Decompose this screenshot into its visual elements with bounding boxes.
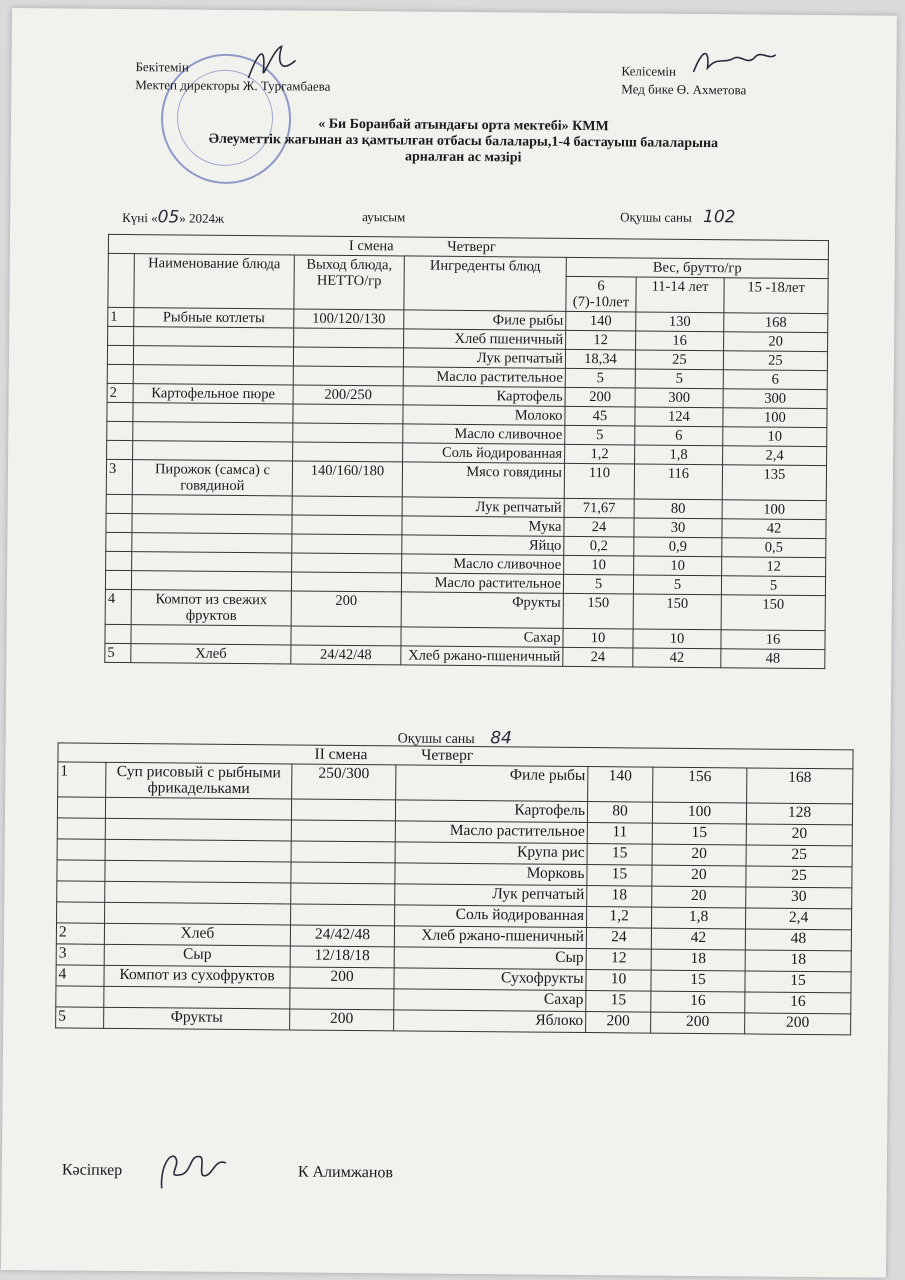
- dish-output: [292, 515, 402, 535]
- weight-age-15-18: 2,4: [745, 908, 851, 930]
- dish-output: 200: [290, 1009, 394, 1031]
- weight-age-15-18: 20: [746, 824, 852, 846]
- dish-output: 24/42/48: [290, 925, 394, 947]
- ingredient-name: Масло растительное: [395, 821, 587, 844]
- row-number: [107, 440, 133, 459]
- weight-age-6-10: 18,34: [565, 349, 635, 369]
- ingredient-name: Молоко: [403, 405, 565, 425]
- dish-output: 12/18/18: [290, 946, 394, 968]
- dish-output: [294, 328, 404, 348]
- dish-output: [292, 496, 402, 516]
- weight-age-15-18: 48: [721, 649, 825, 669]
- weight-age-6-10: 10: [563, 628, 633, 648]
- row-number: [57, 839, 105, 860]
- header-age-11-14: 11-14 лет: [636, 277, 724, 313]
- weight-age-6-10: 5: [563, 574, 633, 594]
- weight-age-11-14: 42: [633, 648, 721, 668]
- weight-age-6-10: 18: [587, 886, 652, 908]
- weight-age-15-18: 10: [723, 427, 827, 447]
- weight-age-15-18: 150: [721, 595, 825, 631]
- dish-output: [293, 347, 403, 367]
- weight-age-15-18: 135: [722, 465, 826, 501]
- weight-age-6-10: 200: [565, 387, 635, 407]
- weight-age-15-18: 15: [745, 971, 851, 993]
- ingredient-name: Лук репчатый: [395, 884, 587, 907]
- dish-name: [133, 365, 293, 385]
- ingredient-name: Хлеб ржано-пшеничный: [394, 926, 586, 949]
- students-count: [620, 206, 735, 227]
- menu-table-shift-1: [104, 234, 829, 669]
- shift-2-name: II смена: [314, 745, 368, 764]
- weight-age-11-14: 130: [636, 312, 724, 332]
- second-students-label: Оқушы саны: [397, 731, 475, 748]
- ingredient-name: Лук репчатый: [402, 497, 564, 517]
- dish-output: [290, 988, 394, 1010]
- ingredient-name: Масло сливочное: [402, 554, 564, 574]
- weight-age-15-18: 300: [723, 389, 827, 409]
- row-number: [107, 402, 133, 421]
- weekday: Четверг: [447, 238, 496, 256]
- day-value: 05: [157, 207, 180, 228]
- weight-age-6-10: 80: [587, 802, 652, 824]
- dish-output: [293, 366, 403, 386]
- weight-age-15-18: 25: [746, 866, 852, 888]
- header-age-6-10: 6 (7)-10лет: [566, 276, 636, 312]
- dish-name: [105, 839, 291, 862]
- weight-age-6-10: 5: [565, 368, 635, 388]
- weight-age-6-10: 15: [587, 865, 652, 887]
- dish-name: [131, 625, 291, 645]
- row-number: [107, 421, 133, 440]
- dish-name: Компот из сухофруктов: [104, 965, 290, 988]
- weight-age-6-10: 1,2: [565, 444, 635, 464]
- dish-name: Компот из свежих фруктов: [131, 590, 291, 626]
- weight-age-11-14: 1,8: [651, 907, 745, 929]
- row-number: [107, 364, 133, 383]
- weight-age-6-10: 5: [565, 425, 635, 445]
- row-number: 4: [105, 589, 131, 624]
- ingredient-name: Хлеб пшеничный: [404, 329, 566, 349]
- row-number: 2: [107, 383, 133, 402]
- dish-name: Сыр: [104, 944, 290, 967]
- ingredient-name: Фрукты: [401, 592, 563, 628]
- ingredient-name: Филе рыбы: [404, 310, 566, 330]
- weight-age-15-18: 100: [723, 408, 827, 428]
- weight-age-15-18: 168: [747, 768, 853, 804]
- weight-age-6-10: 12: [566, 330, 636, 350]
- dish-name: [131, 571, 291, 591]
- weight-age-6-10: 140: [588, 767, 653, 803]
- dish-output: [291, 572, 401, 592]
- dish-output: [291, 799, 395, 821]
- row-number: 4: [56, 965, 104, 986]
- weight-age-11-14: 20: [652, 844, 746, 866]
- weight-age-11-14: 16: [651, 991, 745, 1013]
- weight-age-15-18: 30: [746, 887, 852, 909]
- weight-age-15-18: 25: [746, 845, 852, 867]
- row-number: [57, 818, 105, 839]
- weight-age-15-18: 2,4: [723, 446, 827, 466]
- header-dish: Наименование блюда: [134, 254, 294, 309]
- shift-2-weekday: Четверг: [421, 746, 474, 765]
- weight-age-11-14: 15: [651, 970, 745, 992]
- dish-output: [293, 404, 403, 424]
- weight-age-6-10: 24: [563, 647, 633, 667]
- dish-name: Фрукты: [104, 1007, 290, 1030]
- weight-age-15-18: 12: [722, 557, 826, 577]
- second-students-value: 84: [490, 728, 512, 749]
- approve-role: Мектеп директоры Ж. Тургамбаева: [135, 77, 331, 94]
- ingredient-name: Масло растительное: [401, 573, 563, 593]
- dish-name: Суп рисовый с рыбными фрикадельками: [106, 762, 292, 799]
- dish-output: [292, 553, 402, 573]
- weight-age-15-18: 20: [724, 332, 828, 352]
- ingredient-name: Картофель: [403, 386, 565, 406]
- weight-age-15-18: 200: [745, 1013, 851, 1035]
- ingredient-name: Сухофрукты: [394, 968, 586, 991]
- shift-name: I смена: [348, 237, 394, 255]
- weight-age-11-14: 16: [636, 331, 724, 351]
- date-line: [122, 207, 224, 228]
- ingredient-name: Сыр: [394, 947, 586, 970]
- dish-name: Хлеб: [131, 644, 291, 664]
- weight-age-15-18: 16: [745, 992, 851, 1014]
- weight-age-11-14: 25: [635, 350, 723, 370]
- footer-name: К Алимжанов: [297, 1163, 394, 1182]
- weight-age-15-18: 18: [745, 950, 851, 972]
- row-number: [106, 513, 132, 532]
- day-suffix: » 2024ж: [179, 210, 225, 226]
- menu-table-shift-2: [55, 742, 854, 1035]
- weight-age-6-10: 15: [586, 991, 651, 1013]
- ingredient-name: Картофель: [395, 800, 587, 823]
- dish-name: [105, 881, 291, 904]
- agree-role: Мед бике Ө. Ахметова: [621, 81, 747, 98]
- weight-age-6-10: 0,2: [564, 536, 634, 556]
- dish-output: [291, 862, 395, 884]
- row-number: 1: [58, 762, 106, 797]
- dish-name: [132, 552, 292, 572]
- dish-output: 250/300: [292, 764, 396, 800]
- weight-age-11-14: 20: [652, 886, 746, 908]
- weight-age-15-18: 16: [721, 630, 825, 650]
- weight-age-15-18: 100: [722, 500, 826, 520]
- weight-age-11-14: 1,8: [635, 445, 723, 465]
- title-menu: арналған ас мәзірі: [404, 149, 522, 166]
- weight-age-11-14: 156: [653, 767, 747, 803]
- ingredient-name: Сахар: [401, 627, 563, 647]
- ingredient-name: Соль йодированная: [395, 905, 587, 928]
- dish-output: 200/250: [293, 385, 403, 405]
- weight-age-6-10: 200: [586, 1012, 651, 1034]
- weight-age-11-14: 150: [633, 594, 721, 630]
- row-number: [57, 902, 105, 923]
- dish-output: 24/42/48: [291, 645, 401, 665]
- ingredient-name: Крупа рис: [395, 842, 587, 865]
- weight-age-6-10: 10: [586, 970, 651, 992]
- dish-name: [134, 327, 294, 347]
- dish-name: [104, 986, 290, 1009]
- ingredient-name: Мука: [402, 516, 564, 536]
- row-number: [106, 532, 132, 551]
- header-weight: Вес, брутто/гр: [566, 257, 828, 278]
- weight-age-15-18: 42: [722, 519, 826, 539]
- dish-name: [105, 902, 291, 925]
- row-number: 3: [106, 459, 132, 494]
- weight-age-11-14: 6: [635, 426, 723, 446]
- nurse-signature: [689, 42, 779, 79]
- footer-role: Кәсіпкер: [61, 1161, 123, 1180]
- ingredient-name: Сахар: [394, 989, 586, 1012]
- header-output: Выход блюда, НЕТТО/гр: [294, 255, 404, 310]
- row-number: 1: [108, 307, 134, 326]
- students-label: Оқушы саны: [620, 209, 692, 225]
- ingredient-name: Соль йодированная: [403, 443, 565, 463]
- row-number: [57, 797, 105, 818]
- weight-age-11-14: 18: [651, 949, 745, 971]
- weight-age-11-14: 80: [634, 499, 722, 519]
- weight-age-6-10: 150: [563, 593, 633, 629]
- dish-name: Рыбные котлеты: [134, 308, 294, 328]
- weight-age-15-18: 0,5: [722, 538, 826, 558]
- ingredient-name: Филе рыбы: [396, 765, 588, 802]
- weight-age-15-18: 25: [723, 351, 827, 371]
- dish-name: [105, 860, 291, 883]
- weight-age-11-14: 100: [652, 802, 746, 824]
- row-number: [105, 570, 131, 589]
- dish-output: [291, 626, 401, 646]
- dish-output: [291, 820, 395, 842]
- weight-age-15-18: 128: [746, 803, 852, 825]
- ingredient-name: Хлеб ржано-пшеничный: [401, 646, 563, 666]
- weight-age-11-14: 10: [634, 556, 722, 576]
- dish-name: [105, 818, 291, 841]
- weight-age-11-14: 0,9: [634, 537, 722, 557]
- entrepreneur-signature: [152, 1144, 242, 1195]
- shift-label: ауысым: [362, 209, 406, 225]
- dish-output: [291, 904, 395, 926]
- weight-age-6-10: 45: [565, 406, 635, 426]
- weight-age-6-10: 71,67: [564, 498, 634, 518]
- dish-name: [133, 422, 293, 442]
- weight-age-15-18: 168: [724, 313, 828, 333]
- dish-name: Пирожок (самса) с говядиной: [132, 460, 292, 496]
- header-ingredients: Ингреденты блюд: [404, 256, 566, 311]
- weight-age-11-14: 20: [652, 865, 746, 887]
- title-purpose: Әлеуметтік жағынан аз қамтылған отбасы балалары,1-4 бастауыш балаларына: [208, 131, 719, 152]
- weight-age-11-14: 15: [652, 823, 746, 845]
- dish-name: [133, 441, 293, 461]
- ingredient-name: Мясо говядины: [402, 462, 564, 498]
- row-number: [106, 494, 132, 513]
- day-label: Күні «: [122, 209, 158, 226]
- weight-age-6-10: 10: [564, 555, 634, 575]
- row-number: 5: [105, 643, 131, 662]
- ingredient-name: Лук репчатый: [403, 348, 565, 368]
- dish-output: 200: [290, 967, 394, 989]
- weight-age-11-14: 10: [633, 629, 721, 649]
- ingredient-name: Масло сливочное: [403, 424, 565, 444]
- agree-label: Келісемін: [621, 63, 677, 79]
- students-value: 102: [702, 207, 736, 228]
- weight-age-11-14: 30: [634, 518, 722, 538]
- row-number: 2: [56, 923, 104, 944]
- title-school: « Би Боранбай атындағы орта мектебі» КММ: [318, 116, 609, 135]
- ingredient-name: Яйцо: [402, 535, 564, 555]
- weight-age-11-14: 5: [633, 575, 721, 595]
- weight-age-15-18: 6: [723, 370, 827, 390]
- weight-age-15-18: 48: [745, 929, 851, 951]
- weight-age-6-10: 110: [564, 463, 634, 499]
- weight-age-6-10: 1,2: [586, 907, 651, 929]
- dish-name: [133, 346, 293, 366]
- weight-age-6-10: 15: [587, 844, 652, 866]
- ingredient-name: Яблоко: [394, 1010, 586, 1033]
- menu-document: [1, 8, 897, 1278]
- row-number: [106, 551, 132, 570]
- weight-age-11-14: 116: [634, 464, 722, 500]
- header-age-15-18: 15 -18лет: [724, 278, 828, 314]
- weight-age-6-10: 24: [564, 517, 634, 537]
- ingredient-name: Морковь: [395, 863, 587, 886]
- weight-age-11-14: 300: [635, 388, 723, 408]
- dish-output: 100/120/130: [294, 309, 404, 329]
- approve-label: Бекітемін: [135, 59, 189, 75]
- row-number: 3: [56, 944, 104, 965]
- dish-name: Картофельное пюре: [133, 384, 293, 404]
- row-number: [57, 860, 105, 881]
- weight-age-11-14: 42: [651, 928, 745, 950]
- weight-age-6-10: 12: [586, 949, 651, 971]
- weight-age-11-14: 124: [635, 407, 723, 427]
- weight-age-11-14: 5: [635, 369, 723, 389]
- dish-name: [132, 514, 292, 534]
- weight-age-6-10: 140: [566, 311, 636, 331]
- row-number: [108, 326, 134, 345]
- dish-output: [293, 442, 403, 462]
- weight-age-15-18: 5: [721, 576, 825, 596]
- dish-name: [105, 797, 291, 820]
- dish-name: Хлеб: [104, 923, 290, 946]
- dish-name: [132, 495, 292, 515]
- dish-name: [132, 533, 292, 553]
- dish-name: [133, 403, 293, 423]
- row-number: [56, 986, 104, 1007]
- weight-age-11-14: 200: [651, 1012, 745, 1034]
- row-number: [107, 345, 133, 364]
- dish-output: [291, 841, 395, 863]
- row-number: [57, 881, 105, 902]
- row-number: 5: [56, 1007, 104, 1028]
- weight-age-6-10: 24: [586, 928, 651, 950]
- ingredient-name: Масло растительное: [403, 367, 565, 387]
- dish-output: [293, 423, 403, 443]
- director-signature: [243, 40, 303, 86]
- dish-output: 140/160/180: [292, 461, 402, 497]
- dish-output: [291, 883, 395, 905]
- dish-output: [292, 534, 402, 554]
- row-number: [105, 624, 131, 643]
- dish-output: 200: [291, 591, 401, 627]
- weight-age-6-10: 11: [587, 823, 652, 845]
